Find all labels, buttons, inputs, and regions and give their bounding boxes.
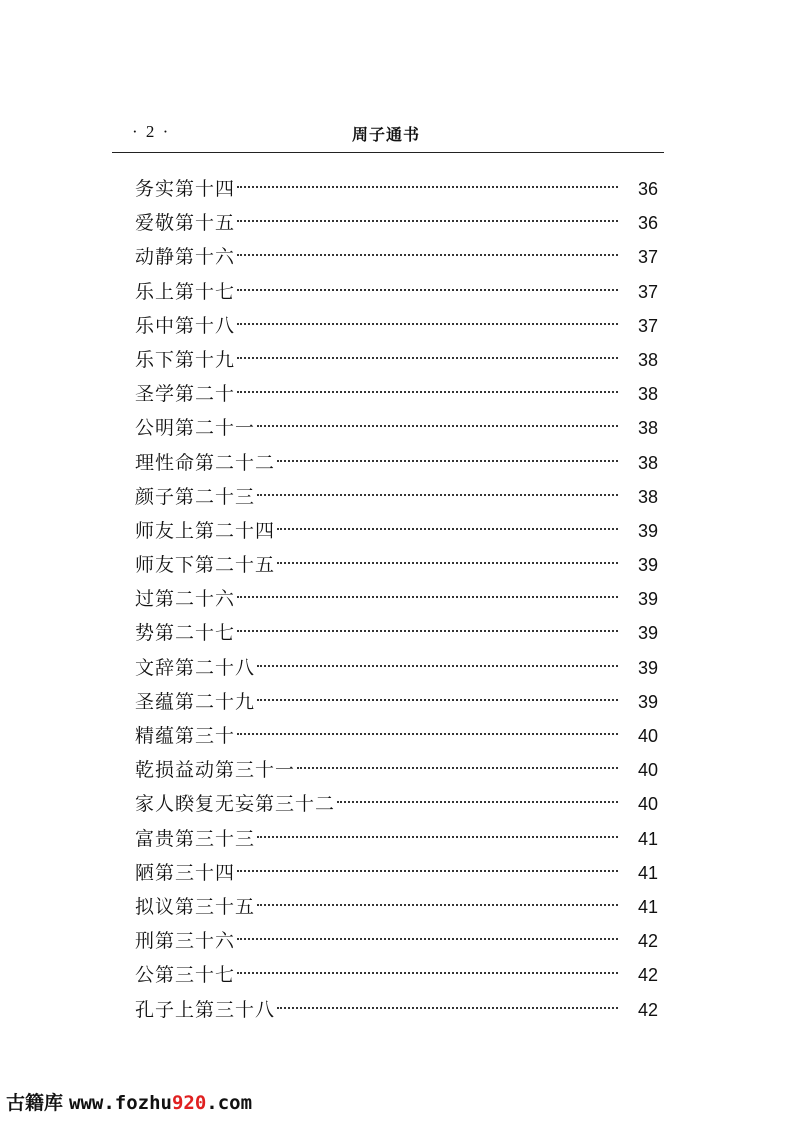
toc-entry-page: 37 <box>637 247 658 268</box>
toc-entry <box>135 616 658 650</box>
toc-entry-page: 39 <box>637 657 658 678</box>
toc-entry <box>135 719 658 753</box>
toc-dot-leader <box>237 938 618 940</box>
toc-entry <box>135 958 658 992</box>
toc-dot-leader <box>237 220 618 222</box>
toc-entry-title: 公第三十七 <box>135 964 236 987</box>
toc-entry <box>135 275 658 309</box>
page-header <box>112 122 662 152</box>
toc-entry-title: 乐下第十九 <box>135 348 236 371</box>
toc-entry-title: 精蕴第三十 <box>135 725 236 747</box>
toc-dot-leader <box>257 665 618 667</box>
toc-entry <box>135 993 658 1027</box>
toc-dot-leader <box>237 596 618 598</box>
toc-dot-leader <box>237 254 618 256</box>
toc-dot-leader <box>277 528 618 530</box>
toc-entry <box>135 651 658 685</box>
toc-entry-title: 圣学第二十 <box>135 383 236 406</box>
watermark-site-suffix: .com <box>206 1092 253 1114</box>
toc-entry-page: 42 <box>637 965 658 986</box>
toc-entry-page: 40 <box>637 794 658 815</box>
toc-entry-page: 37 <box>637 281 658 302</box>
toc-entry-page: 41 <box>637 828 658 849</box>
toc-entry <box>135 206 658 240</box>
book-title: 周子通书 <box>352 125 421 144</box>
toc-dot-leader <box>277 1007 618 1009</box>
toc-entry <box>135 890 658 924</box>
toc-entry-page: 38 <box>637 349 658 370</box>
toc-entry <box>135 480 658 514</box>
toc-entry-page: 38 <box>637 452 658 473</box>
toc-entry-page: 39 <box>637 555 658 576</box>
toc-entry <box>135 856 658 890</box>
toc-entry-page: 38 <box>637 418 658 439</box>
toc-entry-page: 39 <box>637 589 658 610</box>
toc-entry-page: 38 <box>637 384 658 405</box>
toc-entry-title: 孔子上第三十八 <box>135 998 276 1021</box>
toc-entry <box>135 446 658 480</box>
toc-dot-leader <box>257 494 618 496</box>
toc-entry-title: 务实第十四 <box>135 178 236 200</box>
toc-entry-page: 41 <box>637 862 658 883</box>
toc-entry <box>135 172 658 206</box>
toc-entry <box>135 822 658 856</box>
toc-entry-page: 42 <box>637 999 658 1020</box>
toc-dot-leader <box>237 870 618 872</box>
toc-entry <box>135 787 658 821</box>
toc-entry-page: 36 <box>637 213 658 234</box>
toc-entry-page: 40 <box>637 726 658 746</box>
toc-entry-title: 势第二十七 <box>135 622 236 645</box>
toc-entry-page: 37 <box>637 315 658 336</box>
toc-entry-title: 乐上第十七 <box>135 280 236 303</box>
toc-dot-leader <box>237 733 618 735</box>
page-number: · 2 · <box>132 122 171 141</box>
toc-entry-title: 圣蕴第二十九 <box>135 690 256 713</box>
toc-entry-title: 乐中第十八 <box>135 314 236 337</box>
toc-entry <box>135 582 658 616</box>
toc-entry-title: 爱敬第十五 <box>135 212 236 235</box>
toc-entry-title: 理性命第二十二 <box>135 451 276 474</box>
toc-entry <box>135 240 658 274</box>
toc-dot-leader <box>257 425 618 427</box>
toc-dot-leader <box>237 323 618 325</box>
toc-entry <box>135 685 658 719</box>
watermark-site-prefix: www.fozhu <box>69 1092 172 1114</box>
toc-dot-leader <box>277 562 618 564</box>
toc-entry-page: 41 <box>637 896 658 917</box>
toc-dot-leader <box>237 186 618 188</box>
watermark-label: 古籍库 <box>6 1092 64 1114</box>
toc-entry-title: 家人睽复无妄第三十二 <box>135 793 336 816</box>
toc-entry-title: 拟议第三十五 <box>135 895 256 918</box>
toc-entry-title: 颜子第二十三 <box>135 485 256 508</box>
toc-dot-leader <box>257 699 618 701</box>
toc-entry <box>135 514 658 548</box>
toc-entry <box>135 924 658 958</box>
toc-entry-page: 36 <box>637 179 658 199</box>
toc-entry <box>135 343 658 377</box>
toc-entry-page: 39 <box>637 520 658 541</box>
toc-entry <box>135 411 658 445</box>
toc-entry <box>135 753 658 787</box>
toc-entry-title: 师友上第二十四 <box>135 519 276 542</box>
toc-entry-title: 乾损益动第三十一 <box>135 759 296 782</box>
toc-entry <box>135 548 658 582</box>
toc-dot-leader <box>237 391 618 393</box>
watermark <box>6 1088 252 1115</box>
toc-entry-title: 富贵第三十三 <box>135 827 256 850</box>
toc-entry <box>135 377 658 411</box>
toc-entry-title: 动静第十六 <box>135 246 236 269</box>
toc-entry-title: 陋第三十四 <box>135 861 236 884</box>
toc-entry-page: 38 <box>637 486 658 507</box>
toc-entry-title: 公明第二十一 <box>135 417 256 440</box>
toc-dot-leader <box>237 357 618 359</box>
toc-entry-page: 39 <box>637 691 658 712</box>
header-rule <box>112 152 664 153</box>
watermark-site-number: 920 <box>171 1092 207 1114</box>
toc-entry-page: 42 <box>637 931 658 952</box>
toc-dot-leader <box>237 289 618 291</box>
table-of-contents <box>135 172 658 1027</box>
toc-dot-leader <box>277 460 618 462</box>
toc-entry <box>135 309 658 343</box>
toc-dot-leader <box>257 904 618 906</box>
toc-dot-leader <box>297 767 618 769</box>
toc-dot-leader <box>237 630 618 632</box>
toc-entry-title: 文辞第二十八 <box>135 656 256 679</box>
toc-dot-leader <box>237 972 618 974</box>
toc-entry-title: 过第二十六 <box>135 588 236 611</box>
toc-entry-page: 40 <box>637 760 658 781</box>
toc-dot-leader <box>257 836 618 838</box>
toc-entry-page: 39 <box>637 623 658 644</box>
toc-entry-title: 师友下第二十五 <box>135 554 276 577</box>
toc-dot-leader <box>337 801 618 803</box>
toc-entry-title: 刑第三十六 <box>135 930 236 953</box>
watermark-site <box>69 1092 252 1114</box>
